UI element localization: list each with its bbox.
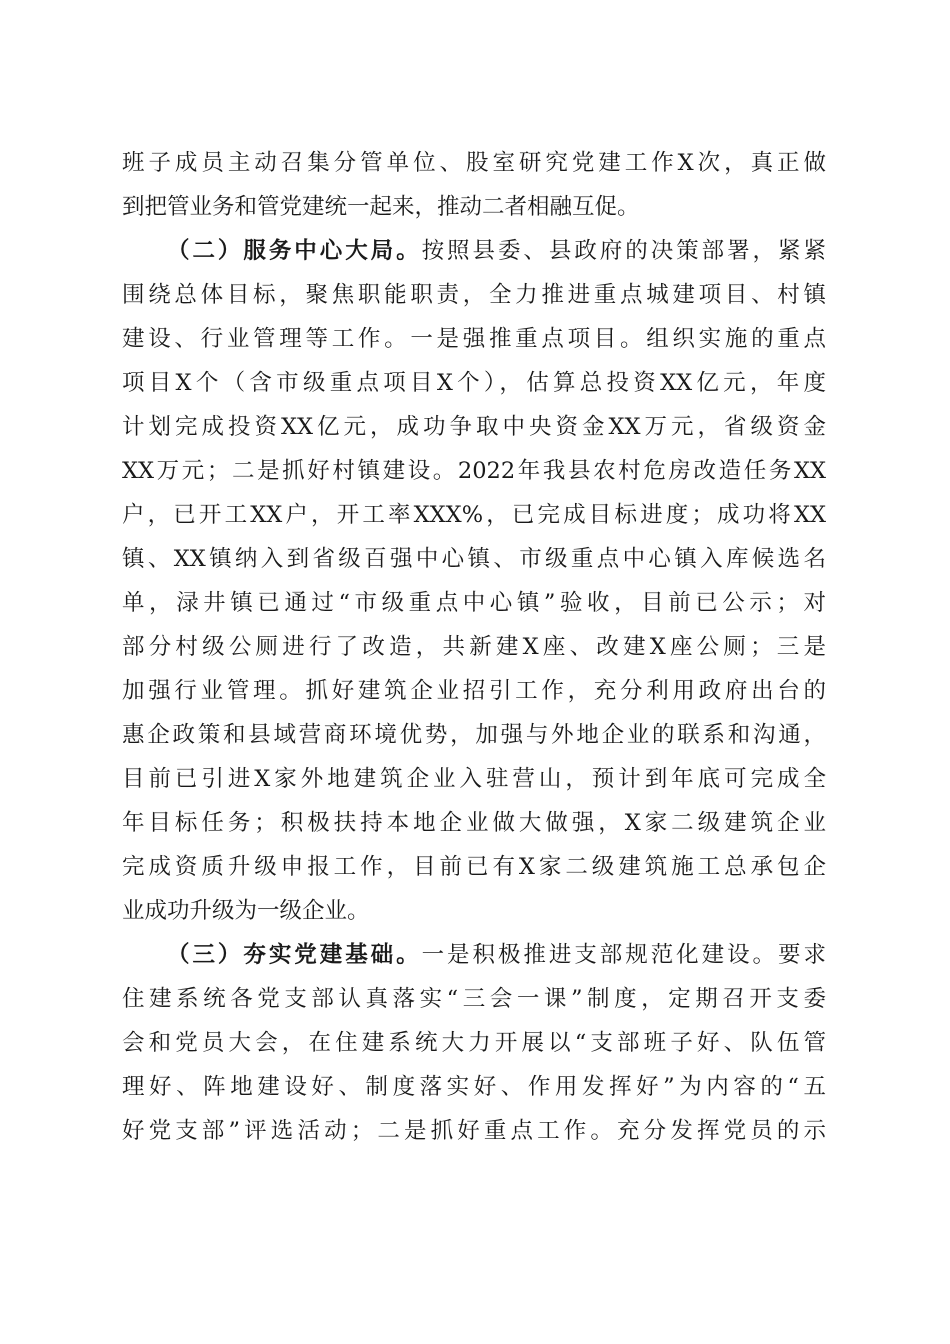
text-line: 会和党员大会，在住建系统大力开展以“支部班子好、队伍管	[122, 1030, 826, 1056]
text-line: 户，已开工XX户，开工率XXX%，已完成目标进度；成功将XX	[122, 502, 826, 528]
text-line: 班子成员主动召集分管单位、股室研究党建工作X次，真正做	[122, 150, 826, 176]
text-line: 目前已引进X家外地建筑企业入驻营山，预计到年底可完成全	[122, 766, 826, 792]
text-line: 住建系统各党支部认真落实“三会一课”制度，定期召开支委	[122, 986, 826, 1012]
section-heading: （三）夯实党建基础。	[167, 942, 422, 968]
text-line: 围绕总体目标，聚焦职能职责，全力推进重点城建项目、村镇	[122, 282, 826, 308]
text-span: 一是积极推进支部规范化建设。要求	[421, 942, 826, 968]
text-line: 建设、行业管理等工作。一是强推重点项目。组织实施的重点	[122, 326, 826, 352]
text-line: 加强行业管理。抓好建筑企业招引工作，充分利用政府出台的	[122, 678, 826, 704]
text-line: 理好、阵地建设好、制度落实好、作用发挥好”为内容的“五	[122, 1074, 826, 1100]
text-line: 镇、XX镇纳入到省级百强中心镇、市级重点中心镇入库候选名	[122, 546, 826, 572]
text-line: 到把管业务和管党建统一起来，推动二者相融互促。	[122, 194, 640, 220]
text-line: 好党支部”评选活动；二是抓好重点工作。充分发挥党员的示	[122, 1118, 826, 1144]
text-line: 项目X个（含市级重点项目X个），估算总投资XX亿元，年度	[122, 370, 826, 396]
paragraph-first-line	[167, 231, 826, 271]
text-span: 按照县委、县政府的决策部署，紧紧	[421, 238, 826, 264]
text-line: XX万元；二是抓好村镇建设。2022年我县农村危房改造任务XX	[122, 458, 826, 484]
text-line: 部分村级公厕进行了改造，共新建X座、改建X座公厕；三是	[122, 634, 826, 660]
text-line: 计划完成投资XX亿元，成功争取中央资金XX万元，省级资金	[122, 414, 826, 440]
text-line: 单，渌井镇已通过“市级重点中心镇”验收，目前已公示；对	[122, 590, 826, 616]
text-line: 完成资质升级申报工作，目前已有X家二级建筑施工总承包企	[122, 854, 826, 880]
section-heading: （二）服务中心大局。	[167, 238, 422, 264]
paragraph-first-line	[167, 935, 826, 975]
text-line: 业成功升级为一级企业。	[122, 898, 370, 924]
text-line: 惠企政策和县域营商环境优势，加强与外地企业的联系和沟通，	[122, 722, 826, 748]
text-line: 年目标任务；积极扶持本地企业做大做强，X家二级建筑企业	[122, 810, 826, 836]
